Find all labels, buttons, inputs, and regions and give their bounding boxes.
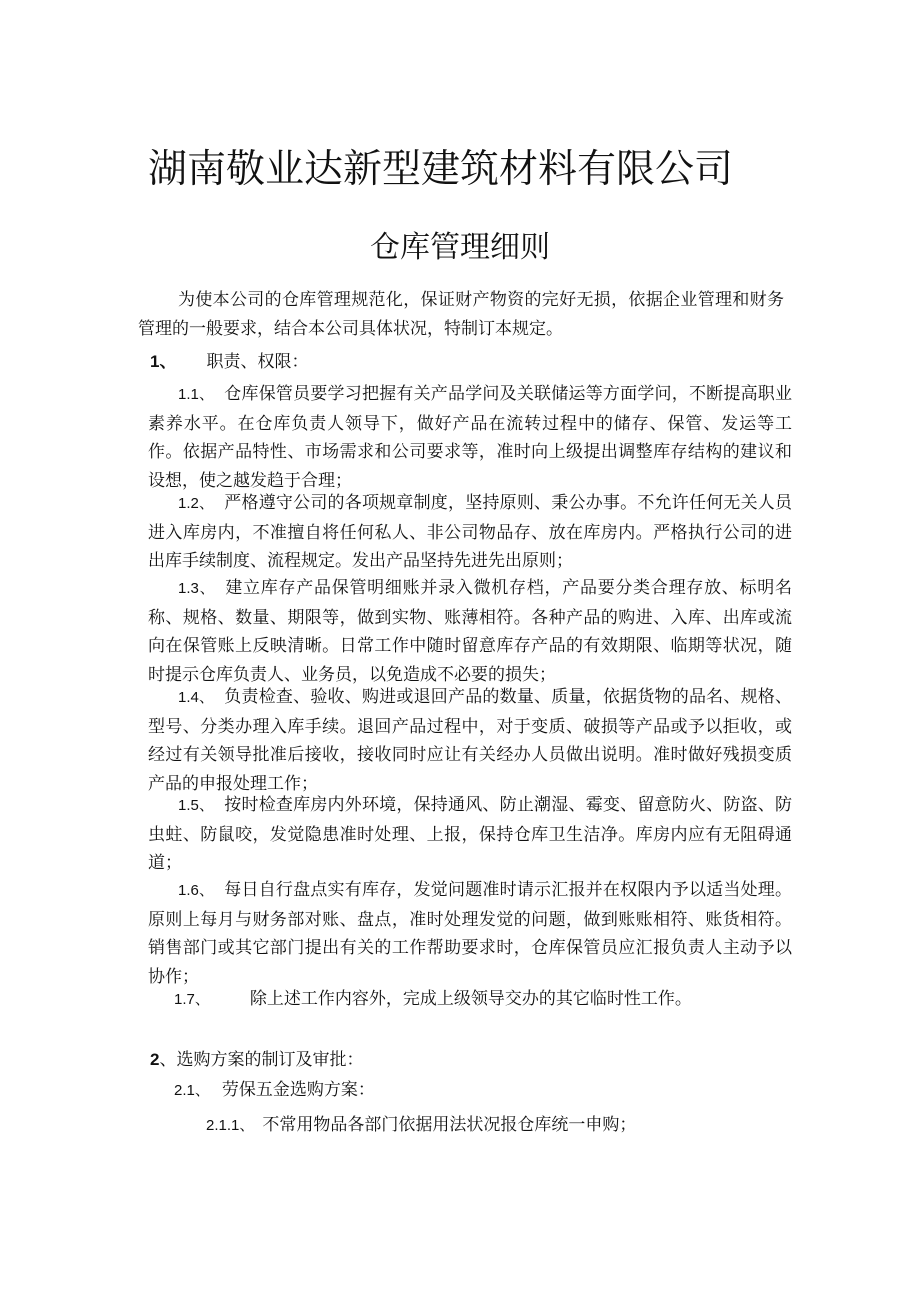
section-2-title: 、选购方案的制订及审批： [159,1050,364,1070]
section-2-number: 2 [150,1050,160,1069]
clause-number: 2.1.1、 [206,1117,255,1134]
clause-1-5 [148,791,792,878]
clause-number: 1.3、 [178,580,216,597]
clause-2-1-1 [206,1111,636,1140]
clause-number: 1.5、 [178,797,215,814]
clause-text: 不常用物品各部门依据用法状况报仓库统一申购； [262,1115,637,1135]
section-1-heading [150,348,308,376]
clause-number: 1.1、 [178,386,215,403]
clause-1-4 [148,683,792,798]
clause-2-1 [174,1076,375,1105]
clause-text: 劳保五金选购方案： [221,1080,375,1100]
clause-1-3 [148,574,792,689]
clause-text: 负责检查、验收、购进或退回产品的数量、质量，依据货物的品名、规格、型号、分类办理入库手续。退回产品过程中，对于变质、破损等产品或予以拒收，或经过有关领导批准后接收，接收同时应让有关经办人员做出说明。准时做好残损变质产品的申报处理工作； [148,687,793,794]
clause-1-7 [174,985,692,1014]
section-1-title: 职责、权限： [206,352,309,372]
section-1-number: 1、 [150,352,177,371]
clause-1-2 [148,489,792,576]
company-title: 湖南敬业达新型建筑材料有限公司 [148,147,734,192]
clause-text: 按时检查库房内外环境，保持通风、防止潮湿、霉变、留意防火、防盗、防虫蛀、防鼠咬，发觉隐患准时处理、上报，保持仓库卫生洁净。库房内应有无阻碍通道； [148,795,793,874]
clause-text: 除上述工作内容外，完成上级领导交办的其它临时性工作。 [249,989,692,1009]
document-title: 仓库管理细则 [370,230,550,265]
clause-number: 2.1、 [174,1082,210,1099]
clause-text: 建立库存产品保管明细账并录入微机存档，产品要分类合理存放、标明名称、规格、数量、期限等，做到实物、账薄相符。各种产品的购进、入库、出库或流向在保管账上反映清晰。日常工作中随时留意库存产品的有效期限、临期等状况，随时提示仓库负责人、业务员，以免造成不必要的损失； [148,578,793,685]
clause-text: 每日自行盘点实有库存，发觉问题准时请示汇报并在权限内予以适当处理。原则上每月与财务部对账、盘点，准时处理发觉的问题，做到账账相符、账货相符。销售部门或其它部门提出有关的工作帮助要求时，仓库保管员应汇报负责人主动予以协作； [148,880,793,987]
clause-number: 1.7、 [174,991,210,1008]
intro-paragraph: 为使本公司的仓库管理规范化，保证财产物资的完好无损，依据企业管理和财务管理的一般要求，结合本公司具体状况，特制订本规定。 [138,290,784,339]
clause-number: 1.4、 [178,689,215,706]
clause-1-1 [148,380,792,495]
clause-number: 1.2、 [178,495,215,512]
clause-1-6 [148,876,792,991]
clause-text: 严格遵守公司的各项规章制度，坚持原则、秉公办事。不允许任何无关人员进入库房内，不准擅自将任何私人、非公司物品存、放在库房内。严格执行公司的进出库手续制度、流程规定。发出产品坚持先进先出原则； [148,493,793,572]
section-2-heading [150,1046,363,1074]
clause-number: 1.6、 [178,882,215,899]
clause-text: 仓库保管员要学习把握有关产品学问及关联储运等方面学问，不断提高职业素养水平。在仓库负责人领导下，做好产品在流转过程中的储存、保管、发运等工作。依据产品特性、市场需求和公司要求等，准时向上级提出调整库存结构的建议和设想，使之越发趋于合理； [148,384,793,491]
